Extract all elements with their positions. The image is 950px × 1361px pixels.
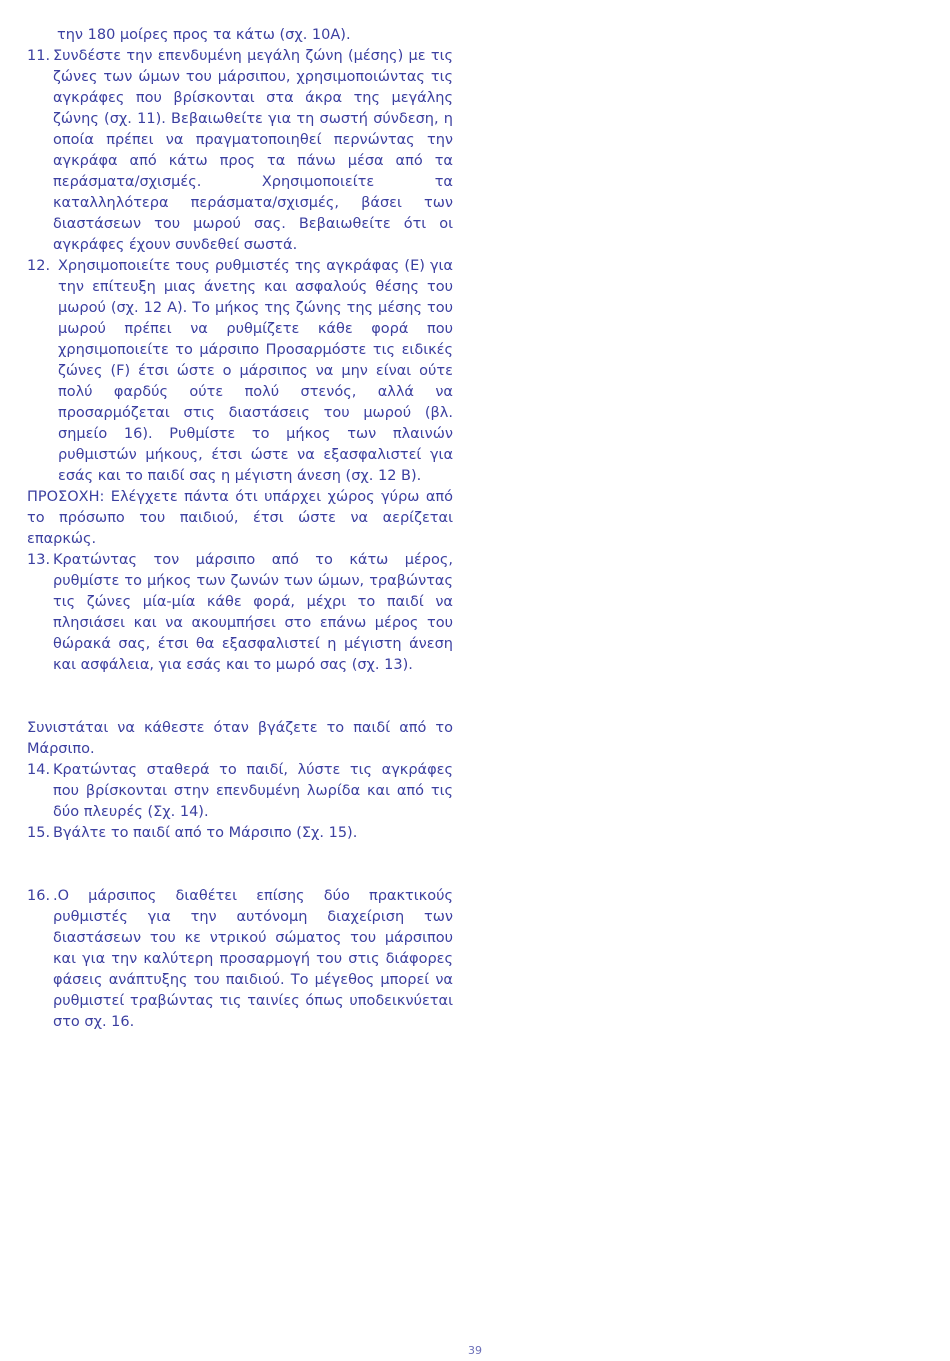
step-text: Συνδέστε την επενδυμένη μεγάλη ζώνη (μέσης) με τις ζώνες των ώμων του μάρσιπου, χρησιμοποιώντας τις αγκράφες που βρίσκονται στα άκρα της μεγάλης ζώνης (σχ. 11). Βεβαιωθείτε για τη σωστή σύνδεση, η οποία πρέπει να πραγματοποιηθεί περνώντας την αγκράφα από κάτω προς τα πάνω μέσα από τα περάσματα/σχισμές. Χρησιμοποιείτε τα καταλληλότερα περάσματα/σχισμές, βάσει των διαστάσεων του μωρού σας. Βεβαιωθείτε ότι οι αγκράφες έχουν συνδεθεί σωστά.	[53, 48, 453, 253]
step-text: Βγάλτε το παιδί από το Μάρσιπο (Σχ. 15).	[53, 825, 358, 841]
step-number: 14.	[27, 762, 51, 778]
step-text: .Ο μάρσιπος διαθέτει επίσης δύο πρακτικούς ρυθμιστές για την αυτόνομη διαχείριση των διαστάσεων του κε ντρικού σώματος του μάρσιπου και για την καλύτερη προσαρμογή του στις διάφορες φάσεις ανάπτυξης του παιδιού. Το μέγεθος μπορεί να ρυθμιστεί τραβώντας τις ταινίες όπως υποδεικνύεται στο σχ. 16.	[53, 888, 453, 1030]
step-number: 15.	[27, 825, 51, 841]
step-number: 13.	[27, 552, 51, 568]
step-number: 11.	[27, 48, 51, 64]
recommendation-paragraph: Συνιστάται να κάθεστε όταν βγάζετε το παιδί από το Μάρσιπο.	[27, 720, 453, 757]
text-column	[27, 25, 453, 1033]
step-12	[27, 256, 453, 487]
step-10-continuation: την 180 μοίρες προς τα κάτω (σχ. 10Α).	[57, 27, 351, 43]
warning-paragraph: ΠΡΟΣΟΧΗ: Ελέγχετε πάντα ότι υπάρχει χώρος γύρω από το πρόσωπο του παιδιού, έτσι ώστε να αερίζεται επαρκώς.	[27, 489, 453, 547]
spacer	[27, 676, 453, 718]
step-text: Κρατώντας τον μάρσιπο από το κάτω μέρος, ρυθμίστε το μήκος των ζωνών των ώμων, τραβώντας τις ζώνες μία-μία κάθε φορά, μέχρι το παιδί να πλησιάσει και να ακουμπήσει στο επάνω μέρος του θώρακά σας, έτσι θα εξασφαλιστεί η μέγιστη άνεση και ασφάλεια, για εσάς και το μωρό σας (σχ. 13).	[53, 552, 453, 673]
step-text: Κρατώντας σταθερά το παιδί, λύστε τις αγκράφες που βρίσκονται στην επενδυμένη λωρίδα και από τις δύο πλευρές (Σχ. 14).	[53, 762, 453, 820]
step-13	[27, 550, 453, 676]
page-number: 39	[468, 1344, 482, 1357]
step-11	[27, 46, 453, 256]
step-15	[27, 823, 453, 844]
step-16	[27, 886, 453, 1033]
spacer	[27, 844, 453, 886]
step-number: 16.	[27, 888, 51, 904]
step-text: Χρησιμοποιείτε τους ρυθμιστές της αγκράφας (E) για την επίτευξη μιας άνετης και ασφαλούς θέσης του μωρού (σχ. 12 A). Το μήκος της ζώνης της μέσης του μωρού πρέπει να ρυθμίζετε κάθε φορά που χρησιμοποιείτε το μάρσιπο Προσαρμόστε τις ειδικές ζώνες (F) έτσι ώστε ο μάρσιπος να μην είναι ούτε πολύ φαρδύς ούτε πολύ στενός, αλλά να προσαρμόζεται στις διαστάσεις του μωρού (βλ. σημείο 16). Ρυθμίστε το μήκος των πλαινών ρυθμιστών μήκους, έτσι ώστε να εξασφαλιστεί για εσάς και το παιδί σας η μέγιστη άνεση (σχ. 12 B).	[58, 258, 453, 484]
step-14	[27, 760, 453, 823]
step-number: 12.	[27, 258, 51, 274]
